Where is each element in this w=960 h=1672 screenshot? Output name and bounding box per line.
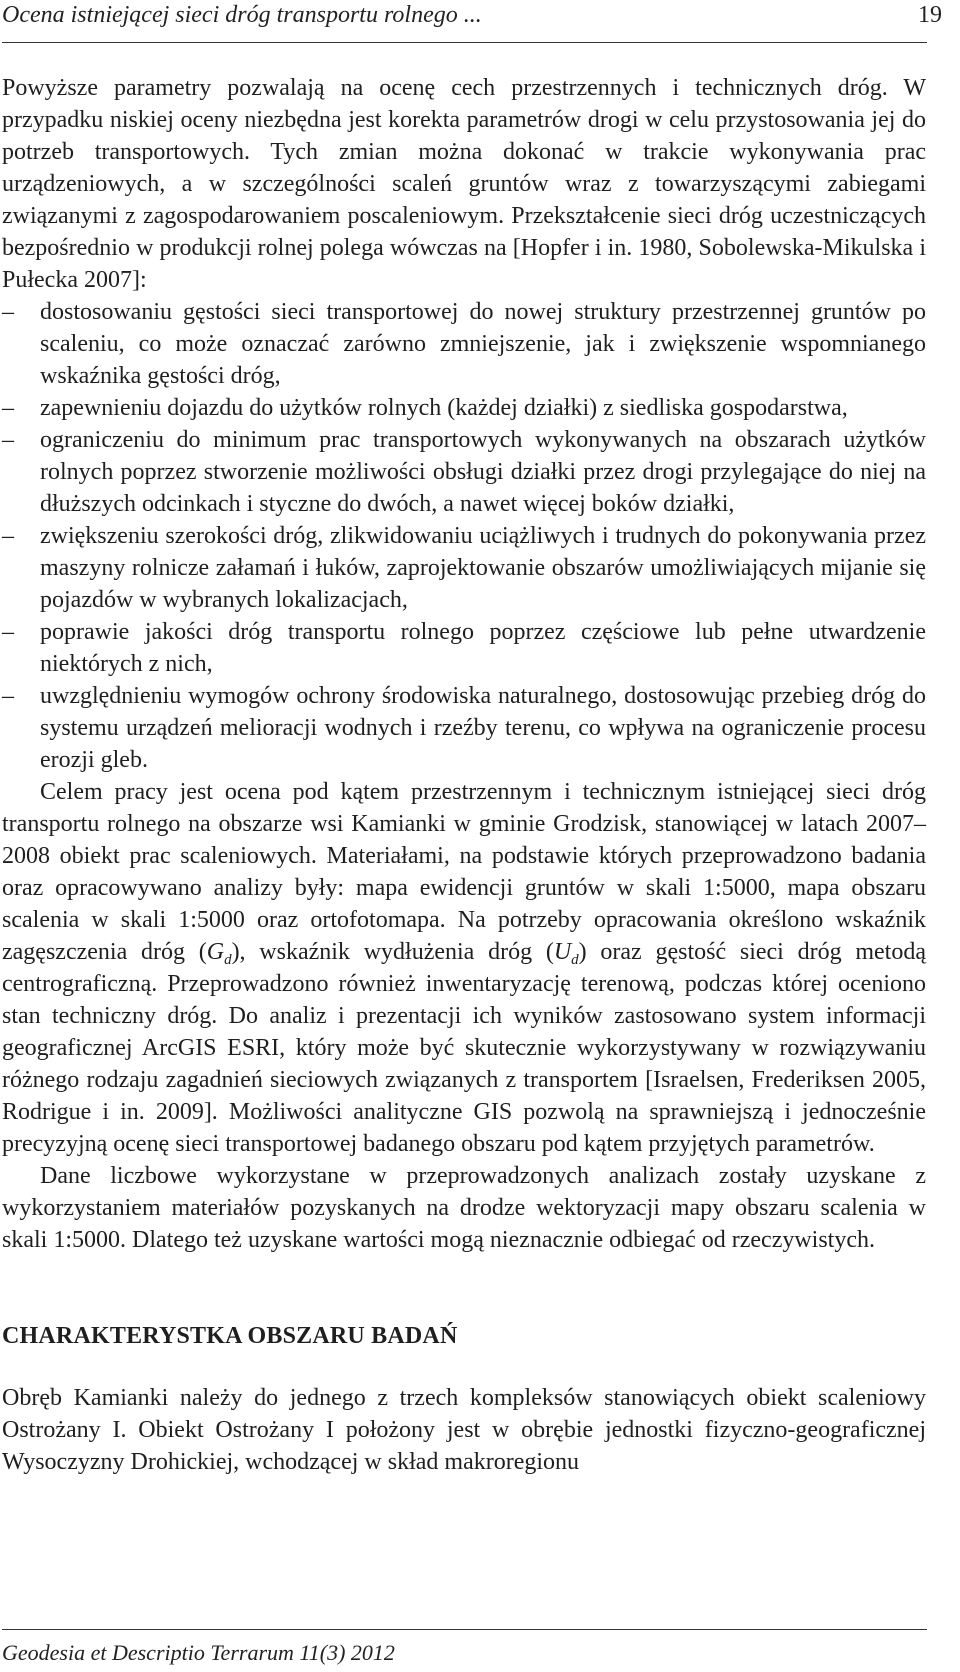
list-item-text: uwzględnieniu wymogów ochrony środowiska naturalnego, dostosowując przebieg dróg do systemu urządzeń melioracji wodnych i rzeźby terenu, co wpływa na ograniczenie procesu erozji gleb. xyxy=(40,683,926,773)
list-item xyxy=(2,520,926,616)
list-item xyxy=(2,680,926,776)
g-symbol: G xyxy=(206,939,225,965)
section-heading: CHARAKTERYSTKA OBSZARU BADAŃ xyxy=(2,1323,458,1349)
footer-rule xyxy=(2,1629,927,1630)
dash-bullet: – xyxy=(2,427,14,453)
header-rule xyxy=(2,42,927,43)
paragraph-aim-text-3: ) oraz gęstość sieci dróg metodą centrograficzną. Przeprowadzono również inwentaryzację terenową, podczas której oceniono stan techniczny dróg. Do analiz i prezentacji ich wyników zastosowano system informacji geograficznej ArcGIS ESRI, który może być skutecznie wykorzystywany w rozwiązywaniu różnego rodzaju zagadnień sieciowych związanych z transportem [Israelsen, Frederiksen 2005, Rodrigue i in. 2009]. Możliwości analityczne GIS pozwolą na sprawniejszą i jednocześnie precyzyjną ocenę sieci transportowej badanego obszaru pod kątem przyjętych parametrów. xyxy=(2,939,926,1157)
body-text xyxy=(2,72,926,1478)
list-item-text: dostosowaniu gęstości sieci transportowej do nowej struktury przestrzennej gruntów po scaleniu, co może oznaczać zarówno zmniejszenie, jak i zwiększenie wspomnianego wskaźnika gęstości dróg, xyxy=(40,299,926,389)
dash-bullet: – xyxy=(2,523,14,549)
journal-footer: Geodesia et Descriptio Terrarum 11(3) 2012 xyxy=(2,1640,395,1665)
list-item-text: zwiększeniu szerokości dróg, zlikwidowaniu uciążliwych i trudnych do pokonywania przez maszyny rolnicze załamań i łuków, zaprojektowanie obszarów umożliwiających mijanie się pojazdów w wybranych lokalizacjach, xyxy=(40,523,926,613)
list-item-text: poprawie jakości dróg transportu rolnego poprzez częściowe lub pełne utwardzenie niektórych z nich, xyxy=(40,619,926,677)
dash-list xyxy=(2,296,926,776)
section-spacer xyxy=(2,1256,926,1320)
list-item xyxy=(2,392,926,424)
page-number: 19 xyxy=(918,2,942,28)
paragraph-data: Dane liczbowe wykorzystane w przeprowadzonych analizach zostały uzyskane z wykorzystaniem materiałów pozyskanych na drodze wektoryzacji mapy obszaru scalenia w skali 1:5000. Dlatego też uzyskane wartości mogą nieznacznie odbiegać od rzeczywistych. xyxy=(2,1163,926,1253)
u-symbol: U xyxy=(553,939,572,965)
paragraph-area: Obręb Kamianki należy do jednego z trzech kompleksów stanowiących obiekt scaleniowy Ostrożany I. Obiekt Ostrożany I położony jest w obrębie jednostki fizyczno-geograficznej Wysoczyzny Drohickiej, wchodzącej w skład makroregionu xyxy=(2,1385,926,1475)
dash-bullet: – xyxy=(2,619,14,645)
u-subscript: d xyxy=(571,952,579,968)
paragraph-aim-text-1: Celem pracy jest ocena pod kątem przestrzennym i technicznym istniejącej sieci dróg transportu rolnego na obszarze wsi Kamianki w gminie Grodzisk, stanowiącej w latach 2007–2008 obiekt prac scaleniowych. Materiałami, na podstawie których przeprowadzono badania oraz opracowywano analizy były: mapa ewidencji gruntów w skali 1:5000, mapa obszaru scalenia w skali 1:5000 oraz ortofotomapa. Na potrzeby opracowania określono wskaźnik zagęszczenia dróg ( xyxy=(2,779,926,965)
running-head-title: Ocena istniejącej sieci dróg transportu rolnego ... xyxy=(2,2,482,28)
dash-bullet: – xyxy=(2,299,14,325)
list-item-text: ograniczeniu do minimum prac transportowych wykonywanych na obszarach użytków rolnych poprzez stworzenie możliwości obsługi działki przez drogi przylegające do niej na dłuższych odcinkach i styczne do dwóch, a nawet więcej boków działki, xyxy=(40,427,926,517)
list-item xyxy=(2,296,926,392)
dash-bullet: – xyxy=(2,395,14,421)
list-item xyxy=(2,424,926,520)
dash-bullet: – xyxy=(2,683,14,709)
list-item-text: zapewnieniu dojazdu do użytków rolnych (każdej działki) z siedliska gospodarstwa, xyxy=(40,395,848,421)
list-item xyxy=(2,616,926,680)
paragraph-intro: Powyższe parametry pozwalają na ocenę cech przestrzennych i technicznych dróg. W przypadku niskiej oceny niezbędna jest korekta parametrów drogi w celu przystosowania jej do potrzeb transportowych. Tych zmian można dokonać w trakcie wykonywania prac urządzeniowych, a w szczególności scaleń gruntów wraz z towarzyszącymi zabiegami związanymi z zagospodarowaniem poscaleniowym. Przekształcenie sieci dróg uczestniczących bezpośrednio w produkcji rolnej polega wówczas na [Hopfer i in. 1980, Sobolewska-Mikulska i Pułecka 2007]: xyxy=(2,75,926,293)
g-subscript: d xyxy=(224,952,232,968)
paragraph-aim xyxy=(2,776,926,1160)
running-head xyxy=(0,0,960,30)
paragraph-aim-text-2: ), wskaźnik wydłużenia dróg ( xyxy=(231,939,554,965)
